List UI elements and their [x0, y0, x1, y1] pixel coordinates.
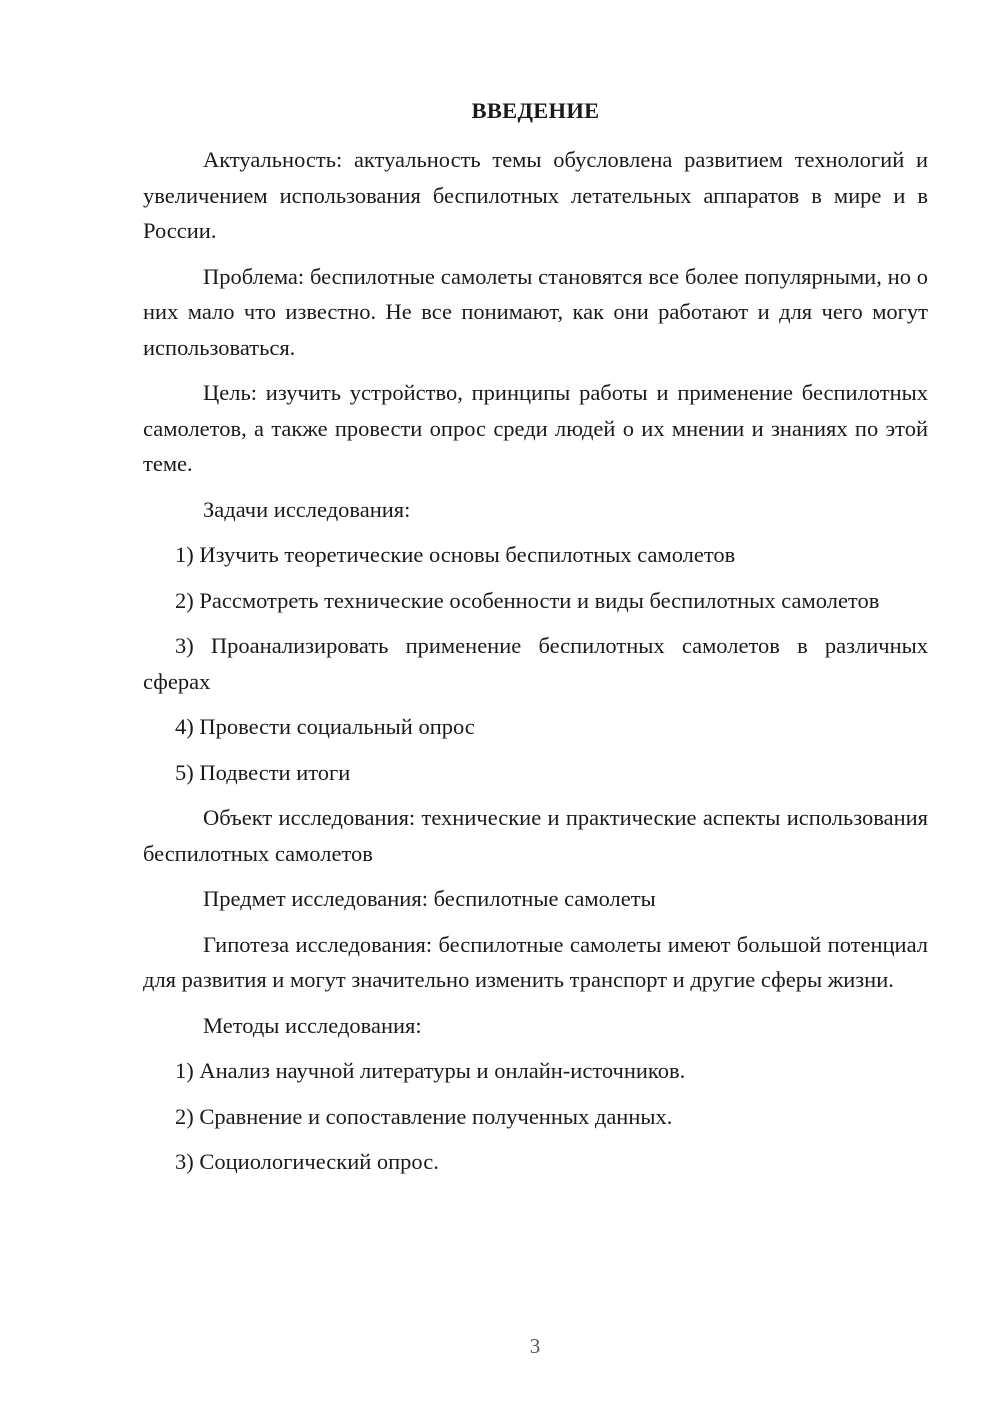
paragraph-goal: Цель: изучить устройство, принципы работы и применение беспилотных самолетов, а также провести опрос среди людей о их мнении и знаниях по этой теме. [143, 380, 928, 476]
method-item-2: 2) Сравнение и сопоставление полученных данных. [175, 1103, 673, 1129]
paragraph-methods-heading: Методы исследования: [203, 1012, 422, 1038]
paragraph-hypothesis: Гипотеза исследования: беспилотные самолеты имеют большой потенциал для развития и могут значительно изменить транспорт и другие сферы жизни. [143, 931, 928, 992]
task-item-5: 5) Подвести итоги [175, 759, 351, 785]
task-item-4: 4) Провести социальный опрос [175, 714, 475, 739]
document-page [143, 94, 928, 1190]
paragraph-tasks-heading: Задачи исследования: [203, 496, 411, 522]
task-item-2: 2) Рассмотреть технические особенности и виды беспилотных самолетов [175, 587, 880, 613]
page-number: 3 [529, 1334, 541, 1358]
method-item-3: 3) Социологический опрос. [175, 1149, 439, 1174]
task-item-3: 3) Проанализировать применение беспилотных самолетов в различных сферах [143, 633, 928, 694]
paragraph-object: Объект исследования: технические и практические аспекты использования беспилотных самолетов [143, 805, 928, 866]
paragraph-problem: Проблема: беспилотные самолеты становятся все более популярными, но о них мало что известно. Не все понимают, как они работают и для чего могут использоваться. [143, 263, 928, 360]
section-title: ВВЕДЕНИЕ [471, 98, 600, 123]
paragraph-relevance: Актуальность: актуальность темы обусловлена развитием технологий и увеличением использования беспилотных летательных аппаратов в мире и в России. [143, 147, 928, 243]
task-item-1: 1) Изучить теоретические основы беспилотных самолетов [175, 542, 736, 567]
method-item-1: 1) Анализ научной литературы и онлайн-источников. [175, 1058, 686, 1083]
paragraph-subject: Предмет исследования: беспилотные самолеты [203, 886, 656, 911]
